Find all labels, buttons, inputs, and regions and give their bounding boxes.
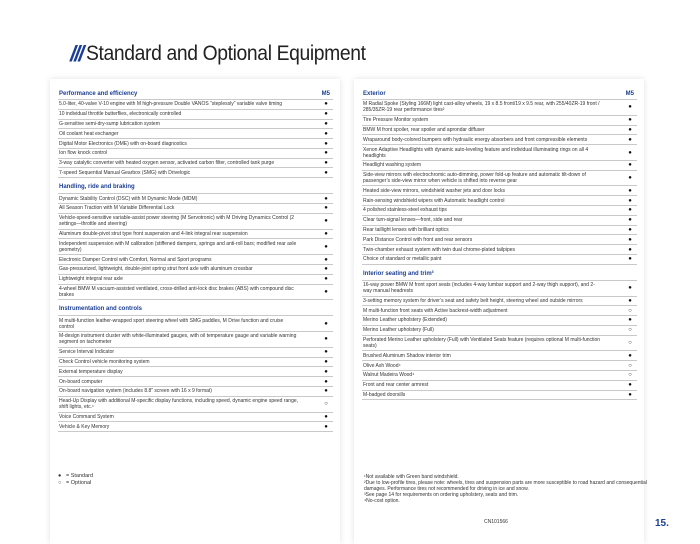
equipment-feature: M Radial Spoke (Styling 166M) light cast-alloy wheels, 19 x 8.5 front/19 x 9.5 rear, with 255/40ZR-19 front / 285/35ZR-19 rear performance tires² bbox=[363, 101, 600, 114]
equipment-feature: M-badged doorsills bbox=[363, 391, 406, 398]
footnote: ³See page 14 for requirements on ordering upholstery, seats and trim. bbox=[364, 492, 519, 498]
equipment-row bbox=[58, 422, 333, 432]
equipment-row bbox=[58, 332, 333, 348]
equipment-row bbox=[58, 159, 333, 169]
section-header bbox=[58, 88, 333, 100]
section-title: Exterior bbox=[363, 91, 386, 97]
legend bbox=[58, 473, 93, 487]
equipment-feature: 7-speed Sequential Manual Gearbox (SMG) with Drivelogic bbox=[59, 169, 191, 176]
standard-mark-icon: ● bbox=[324, 256, 328, 263]
equipment-row bbox=[362, 381, 637, 391]
standard-mark-icon: ● bbox=[324, 413, 328, 420]
equipment-feature: Twin-chamber exhaust system with twin dual chrome-plated tailpipes bbox=[363, 246, 516, 253]
equipment-row bbox=[58, 316, 333, 332]
standard-mark-icon: ● bbox=[58, 473, 62, 479]
equipment-row bbox=[362, 226, 637, 236]
footnote: ¹Not available with Green band windshield. bbox=[364, 474, 459, 480]
equipment-row bbox=[362, 297, 637, 307]
right-equipment-list bbox=[362, 88, 637, 400]
equipment-row bbox=[58, 100, 333, 110]
equipment-feature: Tire Pressure Monitor system bbox=[363, 117, 429, 124]
equipment-row bbox=[362, 196, 637, 206]
standard-mark-icon: ● bbox=[628, 317, 632, 324]
equipment-feature: 16-way power BMW M front sport seats (includes 4-way lumbar support and 2-way thigh support), and 2-way manual headrests bbox=[363, 282, 595, 295]
standard-mark-icon: ● bbox=[628, 187, 632, 194]
equipment-row bbox=[362, 245, 637, 255]
standard-mark-icon: ● bbox=[628, 285, 632, 292]
equipment-row bbox=[362, 235, 637, 245]
equipment-row bbox=[362, 100, 637, 116]
equipment-feature: M-design instrument cluster with white-illuminated gauges, with oil temperature gauge and variable warning segment on tachometer bbox=[59, 333, 297, 346]
standard-mark-icon: ● bbox=[324, 336, 328, 343]
section-header bbox=[362, 88, 637, 100]
equipment-row bbox=[362, 391, 637, 401]
footnotes bbox=[364, 474, 654, 504]
equipment-row bbox=[58, 149, 333, 159]
standard-mark-icon: ● bbox=[324, 243, 328, 250]
equipment-feature: Digital Motor Electronics (DME) with on-board diagnostics bbox=[59, 140, 187, 147]
optional-mark-icon: ○ bbox=[628, 362, 632, 369]
equipment-row bbox=[362, 145, 637, 161]
equipment-row bbox=[362, 135, 637, 145]
left-equipment-panel bbox=[50, 79, 340, 544]
equipment-feature: On-board navigation system (includes 8.8" screen with 16 x 9 format) bbox=[59, 388, 212, 395]
legend-text: = Standard bbox=[66, 473, 94, 479]
equipment-row bbox=[362, 371, 637, 381]
equipment-row bbox=[58, 275, 333, 285]
optional-mark-icon: ○ bbox=[58, 480, 62, 486]
equipment-feature: 3-setting memory system for driver’s seat and safety belt height, steering wheel and outside mirrors bbox=[363, 297, 583, 304]
equipment-feature: 5.0-liter, 40-valve V-10 engine with M high-pressure Double VANOS “steplessly” variable valve timing bbox=[59, 101, 283, 108]
equipment-row bbox=[58, 230, 333, 240]
equipment-row bbox=[362, 161, 637, 171]
standard-mark-icon: ● bbox=[628, 126, 632, 133]
equipment-row bbox=[58, 139, 333, 149]
legend-item bbox=[58, 480, 93, 487]
equipment-row bbox=[58, 377, 333, 387]
standard-mark-icon: ● bbox=[324, 120, 328, 127]
equipment-feature: Independent suspension with M calibration (stiffened dampers, springs and anti-roll bars; modified rear axle geometry) bbox=[59, 240, 297, 253]
optional-mark-icon: ○ bbox=[628, 372, 632, 379]
equipment-feature: 4 polished stainless-steel exhaust tips bbox=[363, 207, 447, 214]
standard-mark-icon: ● bbox=[324, 388, 328, 395]
standard-mark-icon: ● bbox=[324, 288, 328, 295]
equipment-feature: Vehicle & Key Memory bbox=[59, 423, 110, 430]
equipment-feature: Merino Leather upholstery (Extended) bbox=[363, 317, 447, 324]
equipment-feature: BMW M front spoiler, rear spoiler and aprondar diffuser bbox=[363, 126, 485, 133]
equipment-row bbox=[58, 110, 333, 120]
equipment-feature: Check Control vehicle monitoring system bbox=[59, 359, 150, 366]
optional-mark-icon: ○ bbox=[628, 327, 632, 334]
equipment-row bbox=[58, 285, 333, 301]
standard-mark-icon: ● bbox=[628, 297, 632, 304]
equipment-row bbox=[58, 239, 333, 255]
equipment-row bbox=[362, 186, 637, 196]
standard-mark-icon: ● bbox=[324, 218, 328, 225]
standard-mark-icon: ● bbox=[628, 246, 632, 253]
equipment-row bbox=[58, 265, 333, 275]
equipment-feature: Choice of standard or metallic paint bbox=[363, 256, 442, 263]
standard-mark-icon: ● bbox=[324, 130, 328, 137]
equipment-feature: Rain-sensing windshield wipers with Automatic headlight control bbox=[363, 197, 505, 204]
left-equipment-list bbox=[58, 88, 333, 432]
equipment-row bbox=[58, 397, 333, 413]
standard-mark-icon: ● bbox=[628, 391, 632, 398]
standard-mark-icon: ● bbox=[324, 378, 328, 385]
standard-mark-icon: ● bbox=[628, 236, 632, 243]
standard-mark-icon: ● bbox=[628, 226, 632, 233]
equipment-feature: All Season Traction with M Variable Differential Lock bbox=[59, 205, 175, 212]
equipment-feature: Side-view mirrors with electrochromic auto-dimming, power fold-up feature and automatic tilt-down of passenger’s side-view mirror when vehicle is shifted into reverse gear bbox=[363, 172, 586, 185]
equipment-row bbox=[58, 204, 333, 214]
equipment-row bbox=[58, 367, 333, 377]
equipment-row bbox=[362, 306, 637, 316]
equipment-row bbox=[362, 326, 637, 336]
standard-mark-icon: ● bbox=[628, 207, 632, 214]
standard-mark-icon: ● bbox=[628, 104, 632, 111]
equipment-feature: 10 individual throttle butterflies, electronically controlled bbox=[59, 111, 182, 118]
section-title: Performance and efficiency bbox=[59, 91, 138, 97]
standard-mark-icon: ● bbox=[324, 349, 328, 356]
page-number: 15. bbox=[655, 518, 669, 529]
equipment-feature: Rear taillight lenses with brilliant optics bbox=[363, 226, 449, 233]
equipment-feature: On-board computer bbox=[59, 378, 103, 385]
title-slashes-decoration: /// bbox=[70, 41, 83, 66]
equipment-feature: Heated side-view mirrors, windshield washer jets and door locks bbox=[363, 187, 506, 194]
equipment-row bbox=[58, 120, 333, 130]
equipment-row bbox=[362, 171, 637, 187]
equipment-feature: Service Interval Indicator bbox=[59, 349, 115, 356]
equipment-row bbox=[362, 126, 637, 136]
equipment-feature: Headlight washing system bbox=[363, 162, 422, 169]
equipment-feature: Dynamic Stability Control (DSC) with M Dynamic Mode (MDM) bbox=[59, 195, 198, 202]
equipment-feature: M multi-function front seats with Active backrest-width adjustment bbox=[363, 307, 508, 314]
equipment-row bbox=[58, 413, 333, 423]
footnote: ²Due to low-profile tires, please note: wheels, tires and suspension parts are more susceptible to road hazard and consequential damages. Performance tires not recommended for driving in ice and snow. bbox=[364, 480, 647, 492]
equipment-row bbox=[362, 216, 637, 226]
equipment-row bbox=[362, 255, 637, 265]
equipment-feature: 3-way catalytic converter with heated oxygen sensor, activated carbon filter, controlled tank purge bbox=[59, 160, 275, 167]
equipment-feature: Merino Leather upholstery (Full) bbox=[363, 327, 434, 334]
equipment-row bbox=[58, 255, 333, 265]
standard-mark-icon: ● bbox=[628, 117, 632, 124]
standard-mark-icon: ● bbox=[324, 368, 328, 375]
equipment-row bbox=[362, 316, 637, 326]
equipment-feature: Head-Up Display with additional M-specific display functions, including speed, dynamic engine speed range, shift lights, etc.¹ bbox=[59, 398, 299, 411]
equipment-feature: Park Distance Control with front and rear sensors bbox=[363, 236, 473, 243]
legend-item bbox=[58, 473, 93, 480]
optional-mark-icon: ○ bbox=[628, 307, 632, 314]
equipment-row bbox=[362, 206, 637, 216]
optional-mark-icon: ○ bbox=[324, 401, 328, 408]
standard-mark-icon: ● bbox=[324, 266, 328, 273]
standard-mark-icon: ● bbox=[324, 423, 328, 430]
equipment-feature: M multi-function leather-wrapped sport steering wheel with SMG paddles, M Drive function and cruise control bbox=[59, 317, 284, 330]
equipment-feature: Perforated Merino Leather upholstery (Full) with Ventilated Seats feature (requires optional M multi-function seats) bbox=[363, 337, 601, 350]
standard-mark-icon: ● bbox=[324, 320, 328, 327]
equipment-feature: External temperature display bbox=[59, 368, 123, 375]
standard-mark-icon: ● bbox=[324, 205, 328, 212]
equipment-feature: Brushed Aluminum Shadow interior trim bbox=[363, 352, 451, 359]
page-title bbox=[70, 41, 390, 67]
equipment-feature: Oil coolant heat exchanger bbox=[59, 130, 119, 137]
standard-mark-icon: ● bbox=[324, 195, 328, 202]
model-column-label: M5 bbox=[625, 91, 634, 97]
model-column-label: M5 bbox=[321, 91, 330, 97]
standard-mark-icon: ● bbox=[628, 352, 632, 359]
section-title: Instrumentation and controls bbox=[58, 300, 333, 316]
section-title: Handling, ride and braking bbox=[58, 178, 333, 194]
standard-mark-icon: ● bbox=[628, 175, 632, 182]
page-title-text: Standard and Optional Equipment bbox=[86, 42, 367, 65]
standard-mark-icon: ● bbox=[324, 230, 328, 237]
equipment-feature: G-sensitive semi-dry-sump lubrication system bbox=[59, 120, 160, 127]
equipment-row bbox=[58, 168, 333, 178]
equipment-feature: Walnut Madeira Wood⁴ bbox=[363, 372, 415, 379]
equipment-row bbox=[58, 348, 333, 358]
standard-mark-icon: ● bbox=[324, 101, 328, 108]
legend-text: = Optional bbox=[66, 480, 92, 486]
equipment-feature: Ion flow knock control bbox=[59, 150, 108, 157]
standard-mark-icon: ● bbox=[628, 136, 632, 143]
equipment-feature: Voice Command System bbox=[59, 413, 114, 420]
standard-mark-icon: ● bbox=[628, 217, 632, 224]
equipment-row bbox=[58, 358, 333, 368]
equipment-feature: Vehicle-speed-sensitive variable-assist power steering (M Servotronic) with M Driving Dynamics Control (2 settings—throttle and steering) bbox=[59, 215, 295, 228]
footnote: ⁴No-cost option. bbox=[364, 498, 400, 504]
standard-mark-icon: ● bbox=[628, 162, 632, 169]
equipment-row bbox=[362, 116, 637, 126]
standard-mark-icon: ● bbox=[324, 160, 328, 167]
section-title: Interior seating and trim³ bbox=[362, 265, 637, 281]
equipment-row bbox=[58, 214, 333, 230]
standard-mark-icon: ● bbox=[324, 140, 328, 147]
standard-mark-icon: ● bbox=[324, 169, 328, 176]
equipment-row bbox=[362, 351, 637, 361]
equipment-feature: Clear turn-signal lenses—front, side and rear bbox=[363, 217, 463, 224]
optional-mark-icon: ○ bbox=[628, 340, 632, 347]
equipment-row bbox=[58, 194, 333, 204]
equipment-row bbox=[58, 129, 333, 139]
standard-mark-icon: ● bbox=[628, 149, 632, 156]
equipment-feature: Xenon Adaptive Headlights with dynamic auto-leveling feature and individual illuminating rings on all 4 headlights bbox=[363, 146, 589, 159]
standard-mark-icon: ● bbox=[628, 382, 632, 389]
standard-mark-icon: ● bbox=[628, 197, 632, 204]
equipment-feature: Front and rear center armrest bbox=[363, 382, 429, 389]
standard-mark-icon: ● bbox=[324, 150, 328, 157]
equipment-row bbox=[362, 336, 637, 352]
equipment-feature: Lightweight integral rear axle bbox=[59, 276, 123, 283]
equipment-feature: Electronic Damper Control with Comfort, Normal and Sport programs bbox=[59, 256, 212, 263]
equipment-feature: Gas-pressurized, lightweight, double-joint spring strut front axle with aluminum crossbar bbox=[59, 266, 253, 273]
equipment-row bbox=[58, 387, 333, 397]
standard-mark-icon: ● bbox=[628, 256, 632, 263]
document-number: CN101566 bbox=[484, 519, 508, 525]
equipment-row bbox=[362, 281, 637, 297]
standard-mark-icon: ● bbox=[324, 359, 328, 366]
standard-mark-icon: ● bbox=[324, 111, 328, 118]
equipment-feature: Aluminum double-pivot strut type front suspension and 4-link integral rear suspension bbox=[59, 230, 248, 237]
standard-mark-icon: ● bbox=[324, 276, 328, 283]
equipment-feature: Olive Ash Wood⁴ bbox=[363, 362, 401, 369]
equipment-feature: Wraparound body-colored bumpers with hydraulic energy absorbers and front compressible elements bbox=[363, 136, 588, 143]
equipment-row bbox=[362, 361, 637, 371]
equipment-feature: 4-wheel BMW M vacuum-assisted ventilated, cross-drilled anti-lock disc brakes (ABS) with compound disc brakes bbox=[59, 285, 294, 298]
